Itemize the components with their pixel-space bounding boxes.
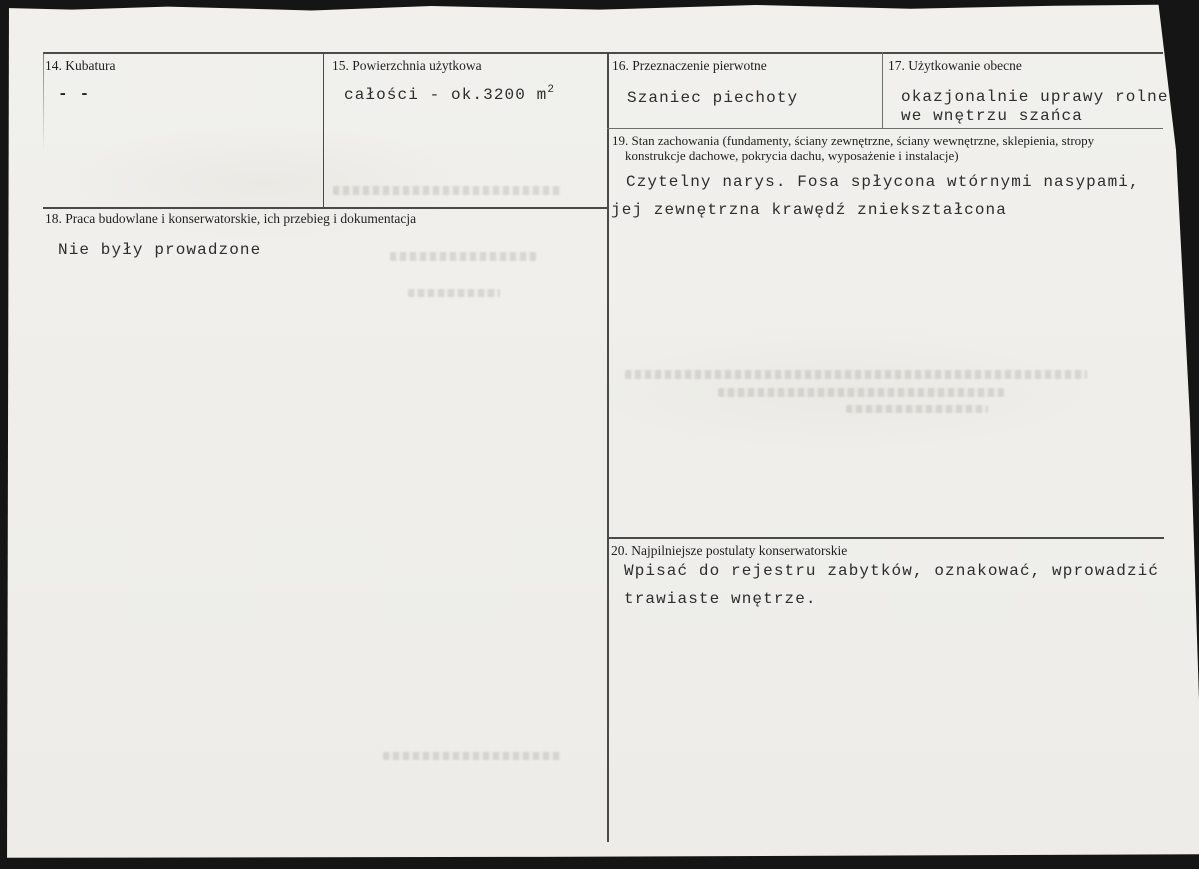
table-rule-under-19 xyxy=(607,537,1164,539)
field-20-value-line1: Wpisać do rejestru zabytków, oznakować, wprowadzić xyxy=(624,562,1160,580)
field-18-value: Nie były prowadzone xyxy=(58,241,262,259)
table-rule-left xyxy=(43,52,44,152)
field-19-label-line1: 19. Stan zachowania (fundamenty, ściany zewnętrzne, ściany wewnętrzne, sklepienia, stropy xyxy=(612,133,1095,148)
field-15-value-superscript: 2 xyxy=(547,84,554,96)
field-17-value-line2: we wnętrzu szańca xyxy=(901,107,1083,125)
field-14-label: 14. Kubatura xyxy=(45,58,116,73)
field-15-value-text: całości - ok.3200 m xyxy=(344,86,548,104)
field-20-value-line2: trawiaste wnętrze. xyxy=(624,590,817,608)
table-rule-v16-17 xyxy=(882,52,883,129)
bleed-through-smudge xyxy=(408,289,500,297)
field-16-value: Szaniec piechoty xyxy=(627,89,799,107)
bleed-through-smudge xyxy=(718,388,1004,397)
field-17-label: 17. Użytkowanie obecne xyxy=(888,58,1022,73)
table-rule-under-16-17 xyxy=(607,128,1163,129)
bleed-through-smudge xyxy=(390,252,536,261)
field-20-label: 20. Najpilniejsze postulaty konserwatorskie xyxy=(611,543,848,558)
field-15-value xyxy=(344,86,554,106)
field-17-value-line1: okazjonalnie uprawy rolne xyxy=(901,88,1169,106)
field-15-label: 15. Powierzchnia użytkowa xyxy=(332,58,482,73)
bleed-through-smudge xyxy=(625,370,1087,379)
bleed-through-smudge xyxy=(846,405,988,413)
field-19-value-line1: Czytelny narys. Fosa spłycona wtórnymi nasypami, xyxy=(626,173,1140,191)
table-rule-center-vertical xyxy=(607,52,609,842)
field-16-label: 16. Przeznaczenie pierwotne xyxy=(612,58,767,73)
table-rule-v14-15 xyxy=(323,52,324,208)
field-14-value: - - xyxy=(58,85,91,103)
table-rule-top xyxy=(43,52,1163,54)
bleed-through-smudge xyxy=(333,186,561,195)
field-19-label-line2: konstrukcje dachowe, pokrycia dachu, wyposażenie i instalacje) xyxy=(625,148,959,163)
field-18-label: 18. Praca budowlane i konserwatorskie, ich przebieg i dokumentacja xyxy=(45,211,417,226)
table-rule-under-14-15 xyxy=(43,207,608,209)
field-19-value-line2: jej zewnętrzna krawędź zniekształcona xyxy=(611,201,1007,219)
bleed-through-smudge xyxy=(383,752,561,760)
